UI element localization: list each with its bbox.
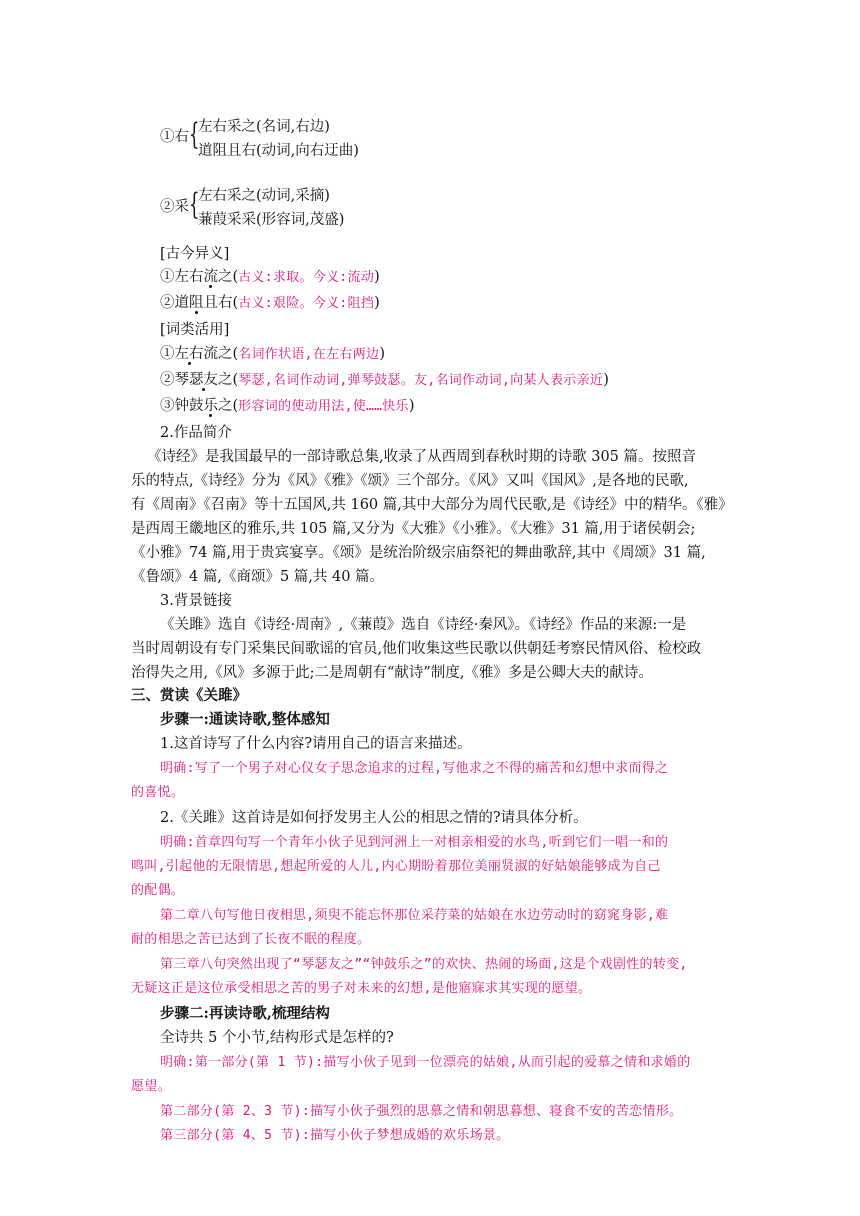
step2-answer: 愿望。 xyxy=(131,1079,171,1094)
text: 之( xyxy=(218,372,239,388)
text: 且右( xyxy=(203,295,239,311)
gujin-item-1 xyxy=(160,267,380,288)
text: ) xyxy=(374,295,380,311)
background-line: 《关雎》选自《诗经·周南》,《蒹葭》选自《诗经·秦风》。《诗经》作品的来源:一是 xyxy=(160,617,687,633)
yi-group2-line2: 蒹葭采采(形容词,茂盛) xyxy=(198,212,345,228)
step1-answer-1: 的喜悦。 xyxy=(131,785,185,800)
text: ① xyxy=(160,346,175,362)
step1-answer-2: 耐的相思之苦已达到了长夜不眠的程度。 xyxy=(131,932,371,947)
text: ) xyxy=(379,346,385,362)
step1-answer-1: 明确:写了一个男子对心仪女子思念追求的过程,写他求之不得的痛苦和幻想中求而得之 xyxy=(160,761,669,776)
yi-group2-line1: 左右采之(动词,采摘) xyxy=(198,188,330,204)
cilei-item-2 xyxy=(160,370,609,391)
cilei-item-1 xyxy=(160,344,385,365)
background-line: 当时周朝设有专门采集民间歌谣的官员,他们收集这些民歌以供朝廷考察民情风俗、检校政 xyxy=(131,641,702,657)
text: 之( xyxy=(218,269,239,285)
yi-group1-line2: 道阻且右(动词,向右迂曲) xyxy=(198,143,359,159)
intro-line: 有《周南》《召南》等十五国风,共 160 篇,其中大部分为周代民歌,是《诗经》中的精华。《雅》 xyxy=(131,497,733,513)
intro-line: 《鲁颂》4 篇,《商颂》5 篇,共 40 篇。 xyxy=(131,569,385,585)
text: ) xyxy=(408,398,415,414)
cilei-item-3 xyxy=(160,396,415,417)
intro-heading: 2.作品简介 xyxy=(160,425,232,441)
step2-answer: 明确:第一部分(第 1 节):描写小伙子见到一位漂亮的姑娘,从而引起的爱慕之情和求婚的 xyxy=(160,1055,691,1070)
step1-answer-2: 第三章八句突然出现了“琴瑟友之”“钟鼓乐之”的欢快、热闹的场面,这是个戏剧性的转变, xyxy=(160,957,688,972)
dotted-text: 乐 xyxy=(203,398,218,414)
answer-note: 古义:艰险。今义:阻挡 xyxy=(238,296,375,311)
dotted-text: 左右 xyxy=(174,346,204,362)
text: ②琴 xyxy=(160,372,189,388)
intro-line: 《诗经》是我国最早的一部诗歌总集,收录了从西周到春秋时期的诗歌 305 篇。按照音 xyxy=(147,449,697,465)
step1-question-2: 2.《关雎》这首诗是如何抒发男主人公的相思之情的?请具体分析。 xyxy=(160,810,588,826)
step1-answer-2: 无疑这正是这位承受相思之苦的男子对未来的幻想,是他寤寐求其实现的愿望。 xyxy=(131,981,592,996)
brace-icon: { xyxy=(189,187,200,222)
step1-answer-2: 明确:首章四句写一个青年小伙子见到河洲上一对相亲相爱的水鸟,听到它们一唱一和的 xyxy=(160,835,669,850)
dotted-text: 瑟友 xyxy=(189,372,218,388)
cilei-heading: [词类活用] xyxy=(160,322,230,338)
intro-line: 是西周王畿地区的雅乐,共 105 篇,又分为《大雅》《小雅》。《大雅》31 篇,用于诸侯朝会; xyxy=(131,521,696,537)
answer-note: 形容词的使动用法,使……快乐 xyxy=(238,399,409,414)
gujin-item-2 xyxy=(160,293,380,314)
step1-answer-2: 第二章八句写他日夜相思,须臾不能忘怀那位采荇菜的姑娘在水边劳动时的窈窕身影,难 xyxy=(160,908,669,923)
dotted-text: 阻 xyxy=(189,295,204,311)
intro-line: 《小雅》74 篇,用于贵宾宴享。《颂》是统治阶级宗庙祭祀的舞曲歌辞,其中《周颂》31 篇, xyxy=(131,545,706,561)
brace-icon: { xyxy=(189,117,200,152)
text: ③钟鼓 xyxy=(160,398,204,414)
yi-group1-label: ①右 xyxy=(160,129,189,145)
text: ①左右 xyxy=(160,269,204,285)
step2-question: 全诗共 5 个小节,结构形式是怎样的? xyxy=(160,1030,394,1046)
answer-note: 琴瑟,名词作动词,弹琴鼓瑟。友,名词作动词,向某人表示亲近 xyxy=(238,373,604,388)
step2-answer: 第三部分(第 4、5 节):描写小伙子梦想成婚的欢乐场景。 xyxy=(160,1128,510,1143)
answer-note: 古义:求取。今义:流动 xyxy=(238,270,375,285)
answer-note: 名词作状语,在左右两边 xyxy=(238,347,380,362)
text: ) xyxy=(374,269,380,285)
section3-heading: 三、赏读《关雎》 xyxy=(131,687,247,704)
dotted-text: 流 xyxy=(203,269,218,285)
step1-heading: 步骤一:通读诗歌,整体感知 xyxy=(160,711,330,728)
text: 之( xyxy=(218,398,239,414)
gujin-heading: [古今异义] xyxy=(160,246,230,262)
step1-answer-2: 的配偶。 xyxy=(131,883,185,898)
intro-line: 乐的特点,《诗经》分为《风》《雅》《颂》三个部分。《风》又叫《国风》,是各地的民歌, xyxy=(131,473,689,489)
background-heading: 3.背景链接 xyxy=(160,593,232,609)
yi-group1-line1: 左右采之(名词,右边) xyxy=(198,119,330,135)
text: ) xyxy=(603,372,609,388)
step1-answer-2: 鸣叫,引起他的无限情思,想起所爱的人儿,内心期盼着那位美丽贤淑的好姑娘能够成为自己 xyxy=(131,859,661,874)
step2-answer: 第二部分(第 2、3 节):描写小伙子强烈的思慕之情和朝思暮想、寝食不安的苦恋情形。 xyxy=(160,1104,683,1119)
background-line: 治得失之用,《风》多源于此;二是周朝有“献诗”制度,《雅》多是公卿大夫的献诗。 xyxy=(131,665,653,681)
text: 流之( xyxy=(203,346,239,362)
yi-group2-label: ②采 xyxy=(160,199,189,215)
step1-question-1: 1.这首诗写了什么内容?请用自己的语言来描述。 xyxy=(160,736,472,752)
step2-heading: 步骤二:再读诗歌,梳理结构 xyxy=(160,1005,330,1022)
text: ②道 xyxy=(160,295,189,311)
